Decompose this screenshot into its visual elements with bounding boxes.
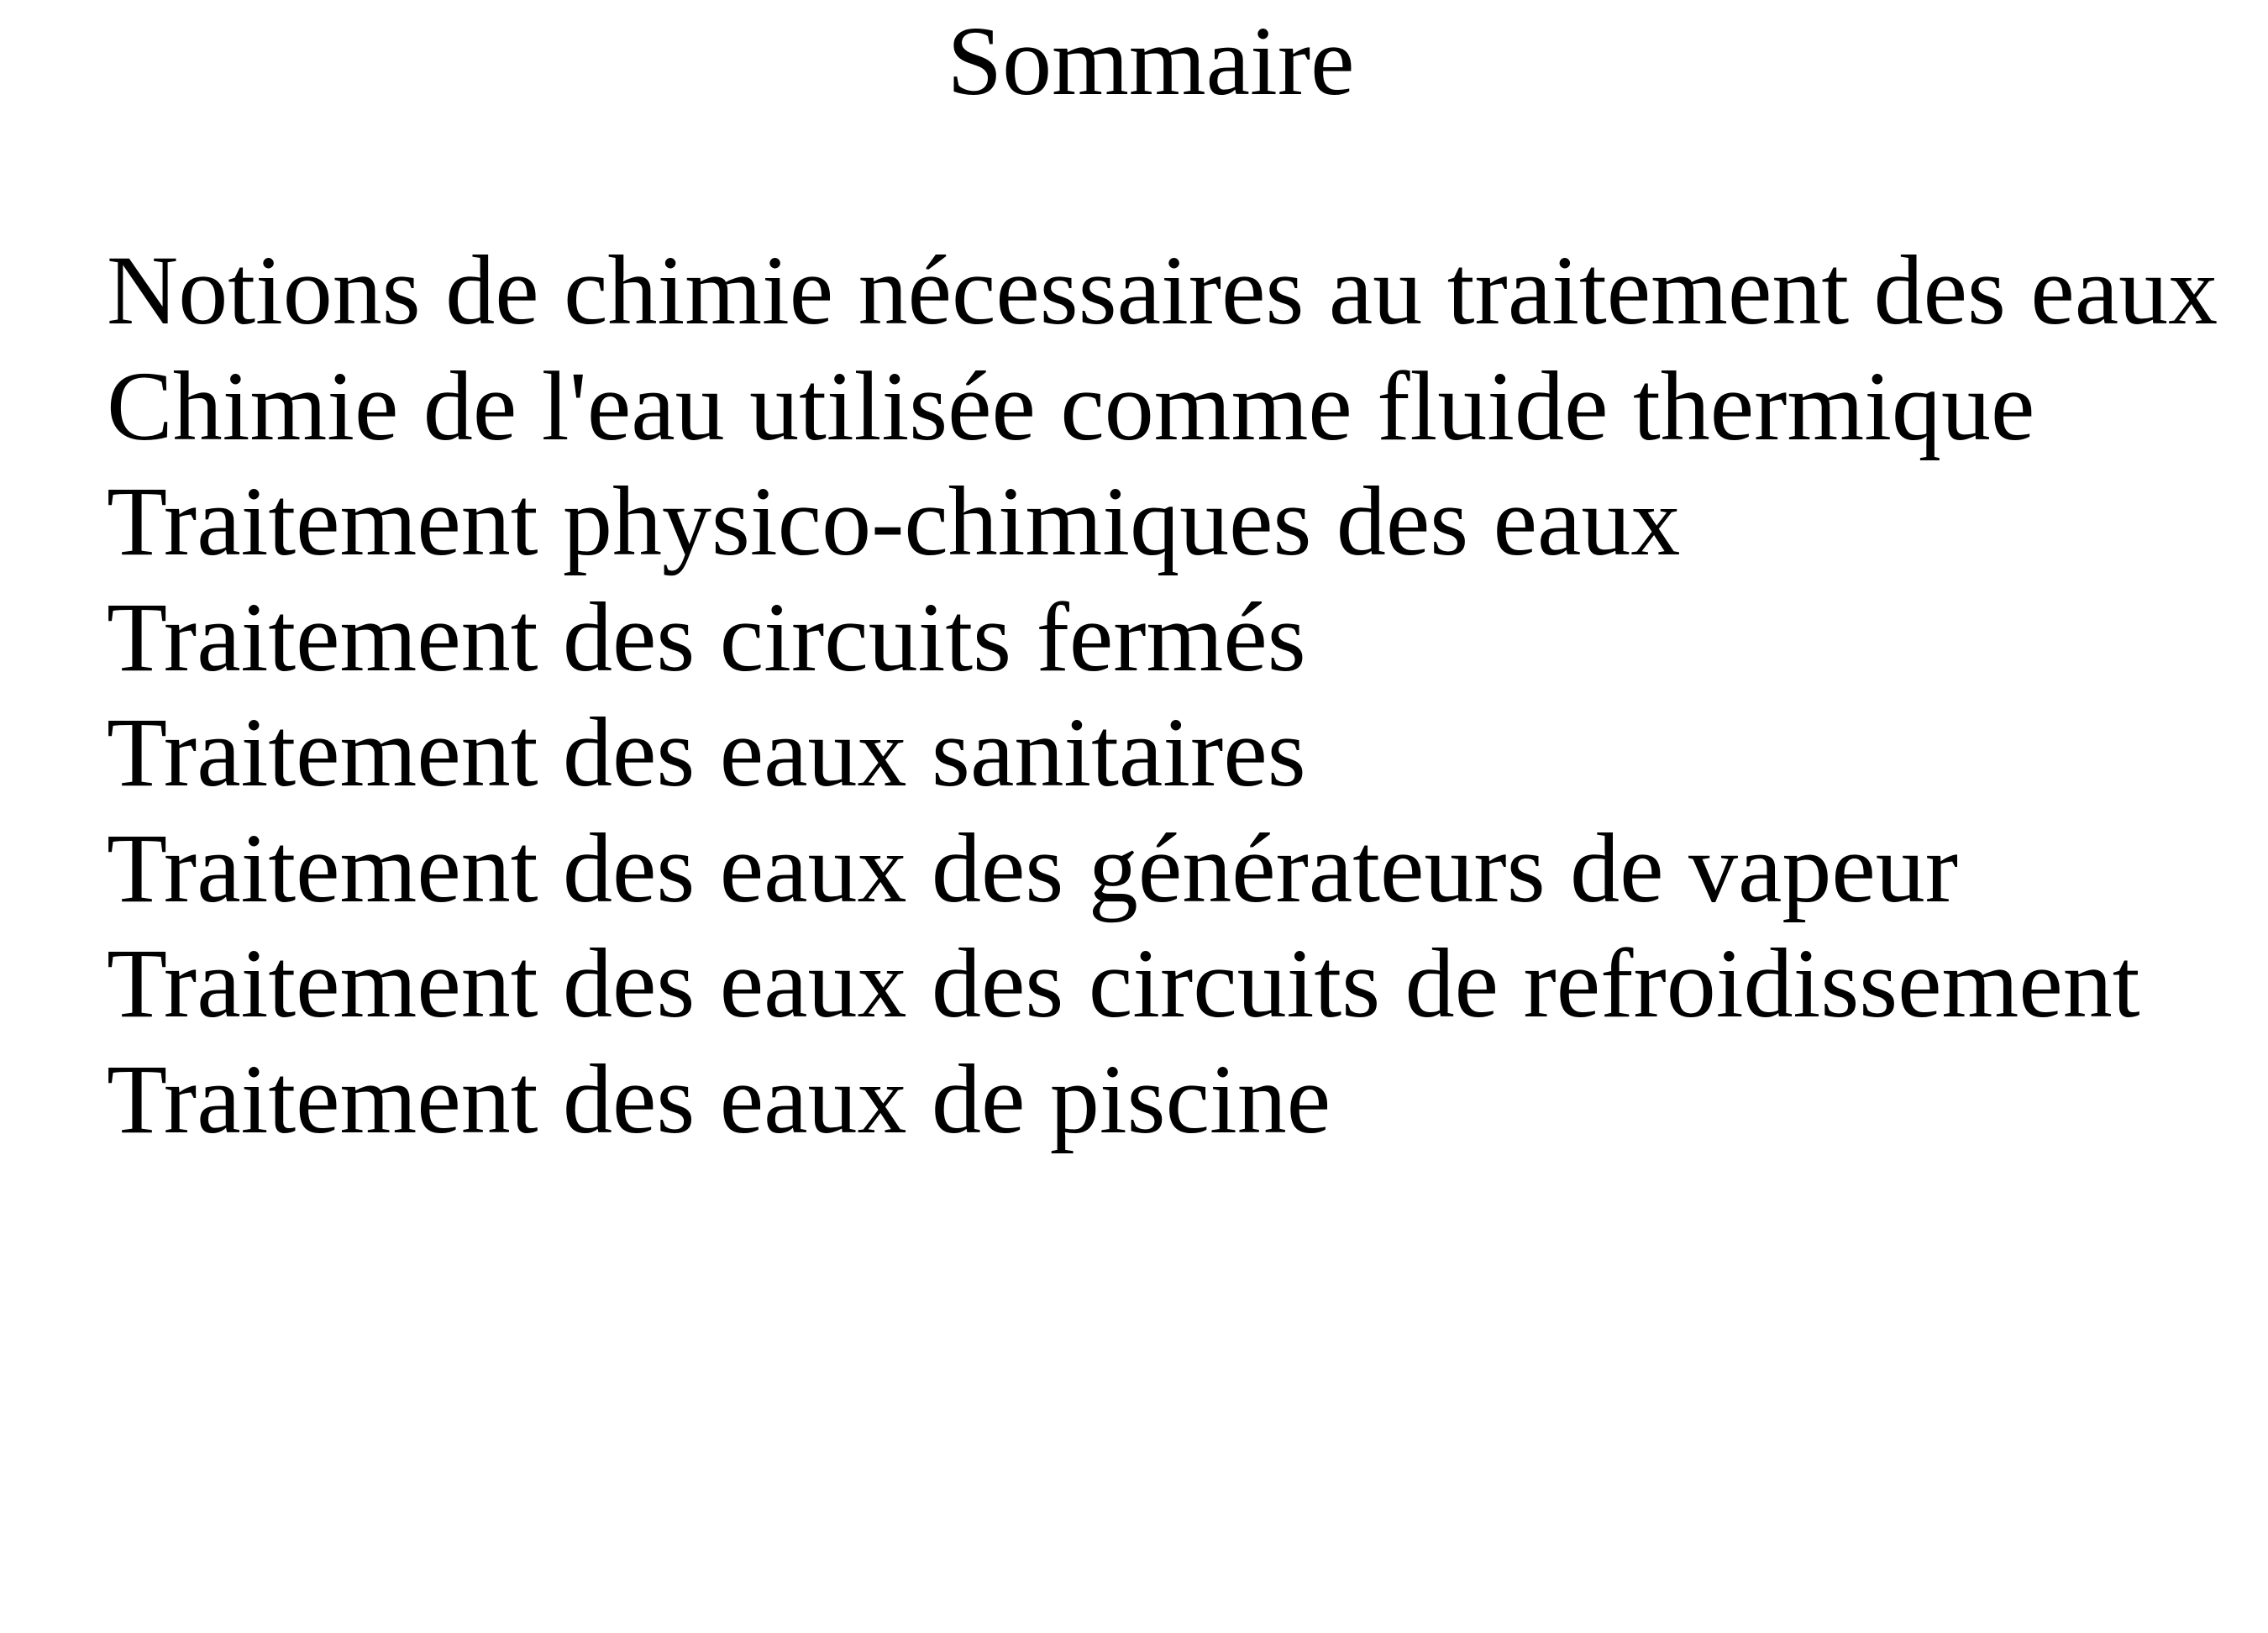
toc-item: Notions de chimie nécessaires au traitement des eaux — [107, 235, 2218, 345]
toc-item: Traitement des eaux sanitaires — [107, 697, 1306, 807]
toc-item: Traitement des eaux des circuits de refroidissement — [107, 928, 2140, 1038]
toc-item: Chimie de l'eau utilisée comme fluide thermique — [107, 350, 2035, 461]
page-title: Sommaire — [947, 6, 1355, 116]
toc-item: Traitement physico-chimiques des eaux — [107, 466, 1681, 576]
table-of-contents — [107, 233, 2218, 1157]
toc-item: Traitement des eaux des générateurs de vapeur — [107, 812, 1959, 923]
toc-item: Traitement des eaux de piscine — [107, 1043, 1331, 1154]
toc-item: Traitement des circuits fermés — [107, 581, 1306, 692]
